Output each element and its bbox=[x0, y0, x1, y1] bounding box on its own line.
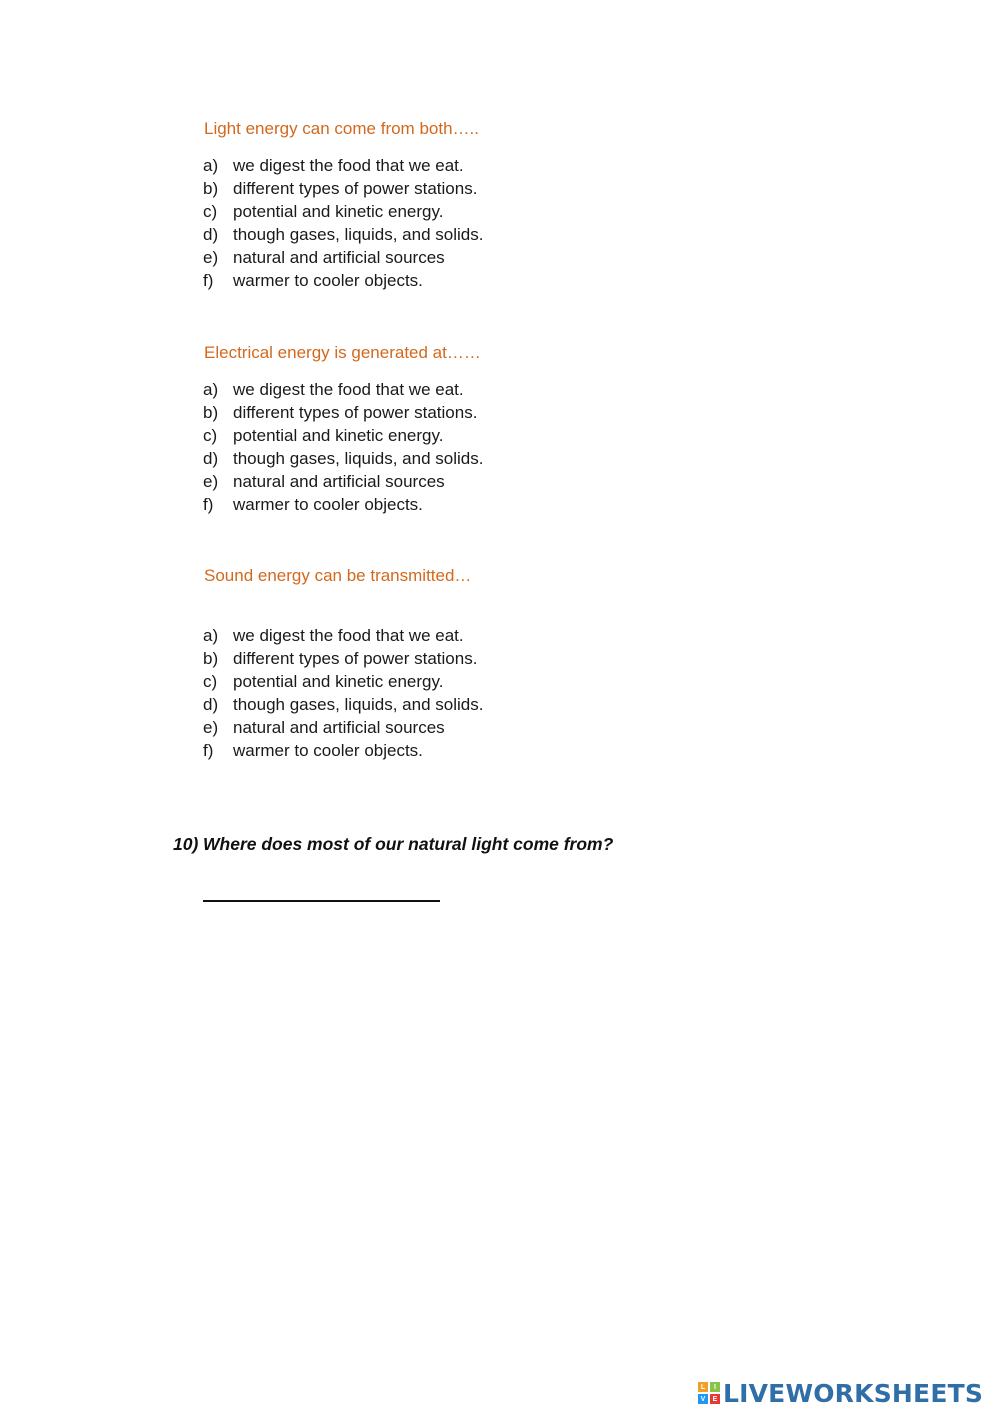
option-c[interactable]: c) potential and kinetic energy. bbox=[203, 672, 444, 691]
question-1-prompt: Light energy can come from both….. bbox=[204, 119, 479, 138]
option-f[interactable]: f) warmer to cooler objects. bbox=[203, 741, 423, 760]
liveworksheets-logo bbox=[698, 1378, 983, 1408]
question-2-prompt: Electrical energy is generated at…… bbox=[204, 343, 481, 362]
option-a[interactable]: a) we digest the food that we eat. bbox=[203, 626, 464, 645]
logo-mark-cell: V bbox=[698, 1394, 708, 1404]
option-a[interactable]: a) we digest the food that we eat. bbox=[203, 380, 464, 399]
question-10-text: Where does most of our natural light come from? bbox=[203, 834, 614, 854]
question-3-prompt: Sound energy can be transmitted… bbox=[204, 566, 472, 585]
option-c[interactable]: c) potential and kinetic energy. bbox=[203, 202, 444, 221]
logo-mark-icon bbox=[698, 1382, 720, 1404]
option-c[interactable]: c) potential and kinetic energy. bbox=[203, 426, 444, 445]
option-d[interactable]: d) though gases, liquids, and solids. bbox=[203, 695, 484, 714]
option-b[interactable]: b) different types of power stations. bbox=[203, 403, 478, 422]
option-e[interactable]: e) natural and artificial sources bbox=[203, 472, 445, 491]
logo-mark-cell: E bbox=[710, 1394, 720, 1404]
question-10-number: 10) bbox=[173, 834, 199, 854]
answer-blank-input[interactable] bbox=[203, 900, 440, 902]
logo-text: LIVEWORKSHEETS bbox=[723, 1378, 984, 1408]
question-10 bbox=[173, 834, 613, 855]
option-a[interactable]: a) we digest the food that we eat. bbox=[203, 156, 464, 175]
option-b[interactable]: b) different types of power stations. bbox=[203, 179, 478, 198]
option-f[interactable]: f) warmer to cooler objects. bbox=[203, 271, 423, 290]
option-e[interactable]: e) natural and artificial sources bbox=[203, 248, 445, 267]
question-1-options bbox=[203, 154, 483, 292]
logo-mark-cell: L bbox=[698, 1382, 708, 1392]
option-e[interactable]: e) natural and artificial sources bbox=[203, 718, 445, 737]
option-f[interactable]: f) warmer to cooler objects. bbox=[203, 495, 423, 514]
option-d[interactable]: d) though gases, liquids, and solids. bbox=[203, 225, 484, 244]
option-d[interactable]: d) though gases, liquids, and solids. bbox=[203, 449, 484, 468]
option-b[interactable]: b) different types of power stations. bbox=[203, 649, 478, 668]
question-2-options bbox=[203, 378, 483, 516]
logo-mark-cell: I bbox=[710, 1382, 720, 1392]
question-3-options bbox=[203, 624, 483, 762]
